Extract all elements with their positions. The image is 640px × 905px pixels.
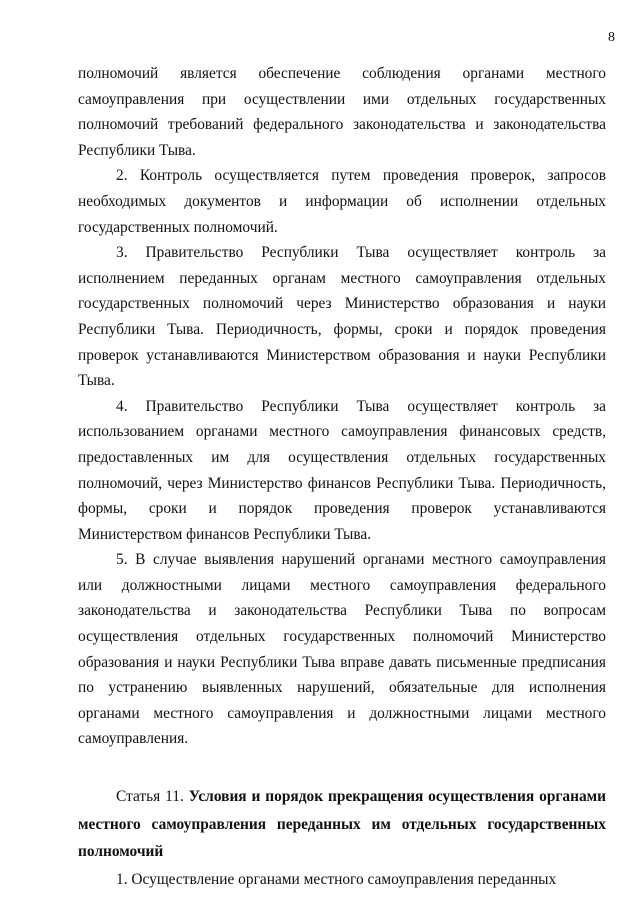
paragraph-4: 4. Правительство Республики Тыва осуществляет контроль за использованием органами местного самоуправления финансовых средств, предоставленных им для осуществления отдельных государственных полномочий, через Министерство финансов Республики Тыва. Периодичность, формы, сроки и порядок проведения проверок устанавливаются Министерством финансов Республики Тыва. — [78, 397, 606, 543]
document-body — [78, 61, 606, 893]
article-prefix: Статья 11. — [116, 788, 189, 806]
paragraph-5: 5. В случае выявления нарушений органами местного самоуправления или должностными лицами местного самоуправления федерального законодательства и законодательства Республики Тыва по вопросам осуществления отдельных государственных полномочий Министерство образования и науки Республики Тыва вправе давать письменные предписания по устранению выявленных нарушений, обязательные для исполнения органами местного самоуправления и должностными лицами местного самоуправления. — [78, 551, 606, 748]
page-number: 8 — [608, 30, 615, 45]
paragraph-continuation: полномочий является обеспечение соблюдения органами местного самоуправления при осуществлении ими отдельных государственных полномочий требований федерального законодательства и законодательства Республики Тыва. — [78, 65, 606, 159]
article-paragraph-1: 1. Осуществление органами местного самоуправления переданных — [116, 870, 557, 888]
paragraph-3: 3. Правительство Республики Тыва осуществляет контроль за исполнением переданных органам местного самоуправления отдельных государственных полномочий через Министерство образования и науки Республики Тыва. Периодичность, формы, сроки и порядок проведения проверок устанавливаются Министерством образования и науки Республики Тыва. — [78, 244, 606, 390]
paragraph-2: 2. Контроль осуществляется путем проведения проверок, запросов необходимых документов и информации об исполнении отдельных государственных полномочий. — [78, 167, 606, 236]
article-heading — [78, 783, 606, 866]
article-title: Условия и порядок прекращения осуществления органами местного самоуправления переданных им отдельных государственных полномочий — [78, 788, 606, 861]
